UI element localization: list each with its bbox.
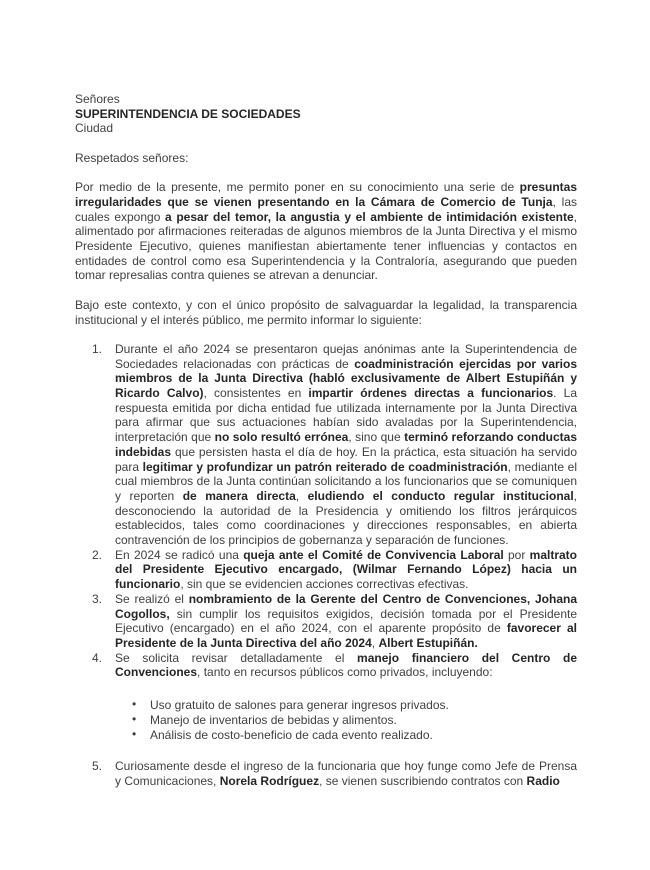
text-run: Por medio de la presente, me permito poner en su conocimiento una serie de	[75, 180, 520, 195]
bullet-icon: •	[132, 712, 137, 727]
bullet-icon: •	[132, 697, 137, 712]
item-text	[115, 548, 577, 592]
bullet-item	[131, 728, 577, 743]
text-run: Albert Estupiñán.	[378, 635, 478, 650]
text-run: favorecer al Presidente de la Junta Directiva del año 2024	[115, 621, 577, 650]
text-run: , mediante el cual miembros de la Junta continúan solicitando a los funcionarios que se comuniquen y reporten	[115, 459, 577, 503]
text-run: , desconociendo la autoridad de la Presidencia y omitiendo los filtros jerárquicos establecidos, tales como coordinaciones y direcciones responsables, en abierta contravención de los principios de gobernanza y separación de funciones.	[115, 488, 578, 548]
item-number: 1.	[92, 341, 103, 356]
text-run: , consistentes en	[203, 386, 309, 400]
bullet-text: Análisis de costo-beneficio de cada evento realizado.	[150, 728, 433, 743]
recipient-salutation: Señores	[75, 92, 120, 106]
item-number: 4.	[92, 650, 103, 665]
text-run: presuntas irregularidades que se vienen presentando en la Cámara de Comercio de Tunja	[75, 180, 577, 209]
text-run: sin cumplir los requisitos exigidos, decisión tomada por el Presidente Ejecutivo (encargado) en el año 2024, con el aparente propósito de	[115, 606, 577, 636]
text-run: Durante el año 2024 se presentaron quejas anónimas ante la Superintendencia de Sociedades relacionadas con prácticas de	[115, 341, 577, 371]
text-run: queja ante el Comité de Convivencia Laboral	[243, 547, 504, 562]
recipient-block	[75, 92, 577, 136]
item-text	[115, 651, 577, 680]
greeting: Respetados señores:	[75, 150, 189, 165]
intro-paragraph	[75, 180, 577, 283]
text-run: , tanto en recursos públicos como privados, incluyendo:	[197, 665, 493, 680]
text-run: , sin que se evidencien acciones correctivas efectivas.	[180, 577, 469, 592]
item-text	[115, 342, 577, 548]
numbered-list	[75, 342, 577, 789]
text-run: maltrato del Presidente Ejecutivo encargado, (Wilmar Fernando López) hacia un funcionario	[115, 547, 577, 592]
text-run: , sino que	[348, 430, 405, 445]
text-run: , se vienen suscribiendo contratos con	[319, 773, 527, 788]
item-number: 3.	[92, 591, 103, 606]
text-run: de manera directa	[182, 488, 296, 503]
text-run: nombramiento de la Gerente del Centro de Convenciones, Johana Cogollos,	[115, 591, 577, 621]
item-text	[115, 759, 577, 788]
text-run: coadministración ejercidas por varios miembros de la Junta Directiva (habló exclusivamente de Albert Estupiñán y Ricardo Calvo)	[115, 356, 577, 400]
text-run: Curiosamente desde el ingreso de la funcionaria que hoy funge como Jefe de Prensa y Comunicaciones,	[115, 759, 577, 788]
text-run: ,	[371, 635, 379, 650]
bullet-text: Manejo de inventarios de bebidas y alimentos.	[150, 713, 397, 728]
text-run: Se solicita revisar detalladamente el	[115, 650, 358, 665]
text-run: . La respuesta emitida por dicha entidad fue utilizada internamente por la Junta Directiva para afirmar que sus actuaciones habían sido avaladas por la Superintendencia, interpretación que	[115, 386, 578, 445]
text-run: no solo resultó errónea	[214, 430, 349, 445]
text-run: por	[503, 547, 530, 562]
bullet-list	[75, 698, 577, 743]
recipient-city: Ciudad	[75, 121, 114, 136]
bullet-text: Uso gratuito de salones para generar ingresos privados.	[150, 698, 449, 713]
text-run: que persisten hasta el día de hoy. En la práctica, esta situación ha servido para	[115, 444, 577, 474]
list-item-4	[75, 651, 577, 680]
text-run: Norela Rodríguez	[219, 773, 320, 788]
text-run: eludiendo el conducto regular institucional	[307, 488, 574, 503]
item-text	[115, 592, 577, 651]
text-run: Se realizó el	[115, 591, 189, 606]
list-item-5	[75, 759, 577, 788]
text-run: , las cuales expongo	[75, 194, 577, 224]
list-item-1	[75, 342, 577, 548]
text-run: manejo financiero del Centro de Convenciones	[115, 650, 578, 680]
text-run: a pesar del temor, la angustia y el ambiente de intimidación existente	[165, 209, 574, 224]
context-paragraph	[75, 298, 577, 327]
list-item-2	[75, 548, 577, 592]
text-run: , alimentado por afirmaciones reiteradas de algunos miembros de la Junta Directiva y el mismo Presidente Ejecutivo, quienes manifiestan abiertamente tener influencias y contactos en entidades de control como esa Superintendencia y la Contraloría, asegurando que pueden tomar represalias contra quienes se atrevan a denunciar.	[75, 209, 577, 283]
text-run: En 2024 se radicó una	[115, 547, 244, 562]
text-run: Bajo este contexto, y con el único propósito de salvaguardar la legalidad, la transparencia institucional y el interés público, me permito informar lo siguiente:	[75, 297, 577, 327]
text-run: ,	[295, 488, 308, 503]
text-run: legitimar y profundizar un patrón reiterado de coadministración	[142, 459, 508, 474]
list-item-3	[75, 592, 577, 651]
recipient-entity: SUPERINTENDENCIA DE SOCIEDADES	[75, 106, 301, 121]
text-run: Radio	[526, 773, 560, 788]
bullet-item	[131, 713, 577, 728]
text-run: impartir órdenes directas a funcionarios	[308, 386, 554, 400]
bullet-item	[131, 698, 577, 713]
text-run: terminó reforzando conductas indebidas	[115, 430, 578, 459]
item-number: 2.	[92, 547, 103, 562]
bullet-icon: •	[132, 727, 137, 742]
item-number: 5.	[92, 759, 103, 774]
